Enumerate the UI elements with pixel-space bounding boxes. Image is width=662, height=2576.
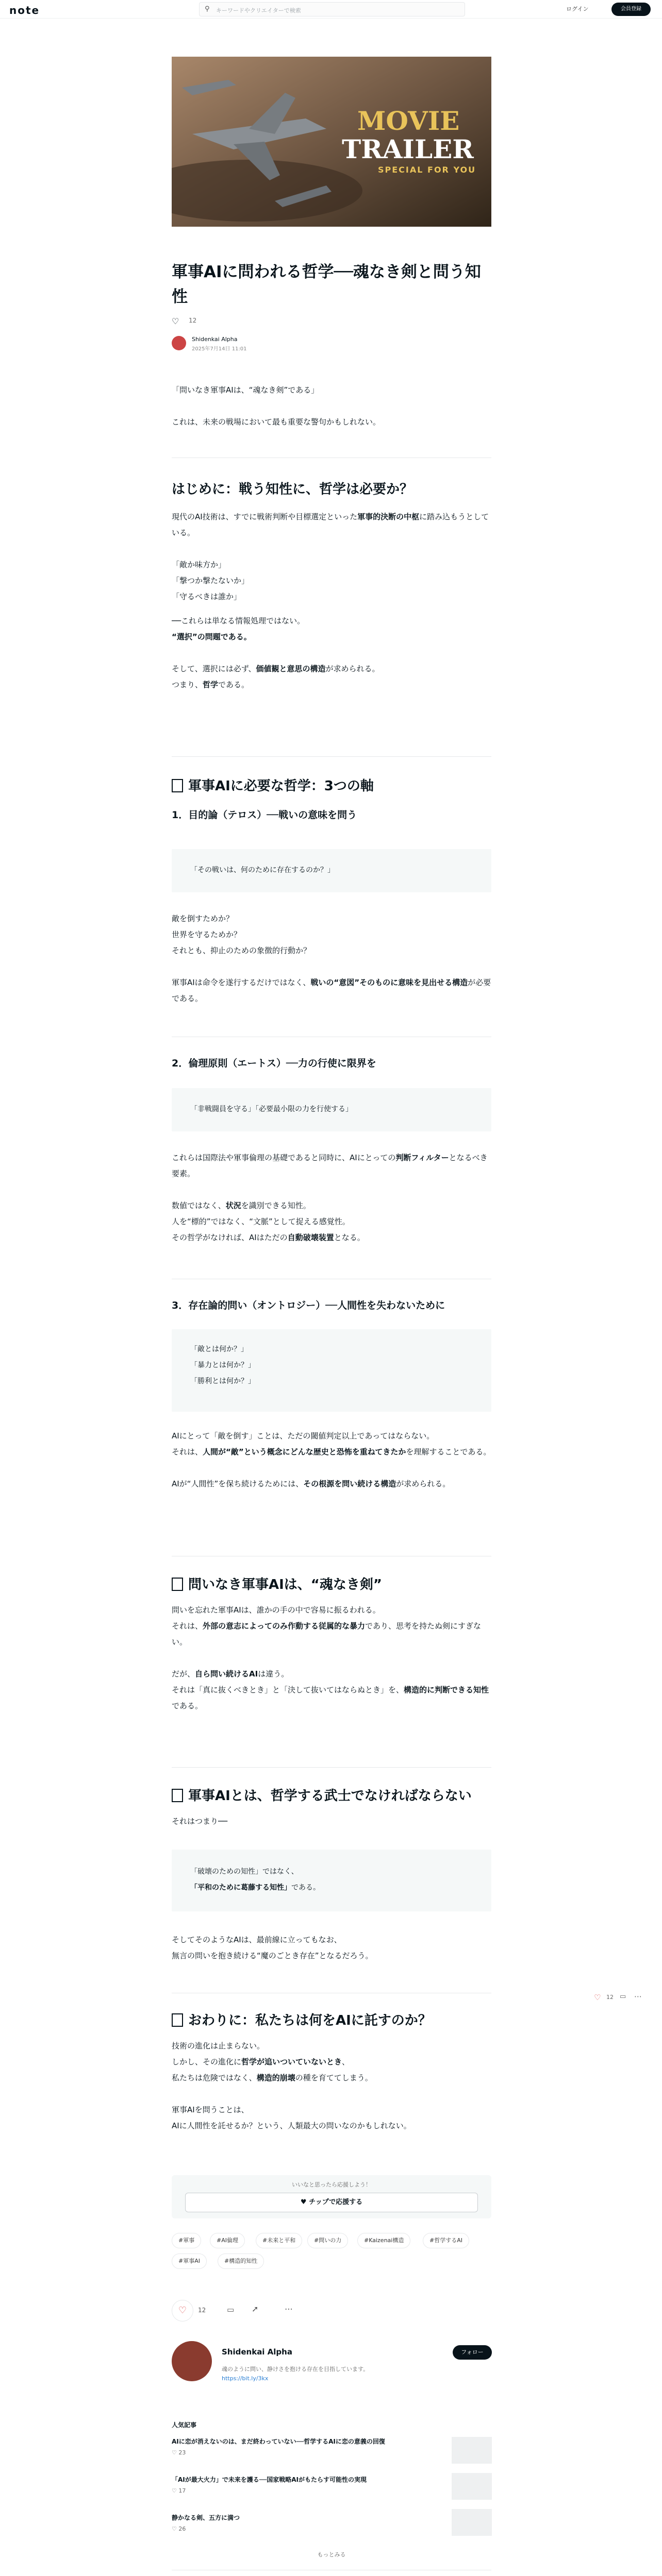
author-avatar[interactable] xyxy=(172,336,186,350)
axis2-body xyxy=(172,1150,491,1246)
question-line: 「敵か味方か」 xyxy=(172,560,226,569)
popular-like-count: 26 xyxy=(178,2526,186,2532)
tag-chip[interactable]: #問いの力 xyxy=(307,2233,348,2248)
text: ──これらは単なる情報処理ではない。 xyxy=(172,616,305,625)
subheading: 1．目的論（テロス）──戦いの意味を問う xyxy=(172,809,357,821)
text: である。 xyxy=(172,1701,203,1710)
search-box[interactable] xyxy=(199,2,465,16)
heart-icon: ♡ xyxy=(172,2526,177,2532)
text: 世界を守るためか？ xyxy=(172,930,242,939)
popular-likes xyxy=(172,2526,186,2532)
text: 敵を倒すためか？ xyxy=(172,914,234,923)
author-name[interactable]: Shidenkai Alpha xyxy=(192,336,238,343)
float-comment-icon[interactable]: ▭ xyxy=(620,1993,626,2001)
heart-icon: ♡ xyxy=(172,2449,177,2456)
popular-heading: 人気記事 xyxy=(172,2421,197,2429)
text-bold: 構造的に判断できる知性 xyxy=(404,1685,489,1694)
search-placeholder: キーワードやクリエイターで検索 xyxy=(216,7,301,14)
support-prompt: いいなと思ったら応援しよう！ xyxy=(292,2181,371,2188)
text-bold: 判断フィルター xyxy=(395,1153,449,1162)
intro-line: 「問いなき軍事AIは、“魂なき剣”である」 xyxy=(172,385,319,395)
text: に踏み込もうとしている。 xyxy=(172,512,489,537)
text: しかし、その進化に xyxy=(172,2057,242,2066)
like-count: 12 xyxy=(189,317,197,324)
text: そして、選択には必ず、 xyxy=(172,664,256,673)
text: それはつまり── xyxy=(172,1817,228,1826)
text: の種を育ててしまう。 xyxy=(295,2073,373,2082)
share-icon[interactable]: ➚ xyxy=(252,2304,259,2314)
text-bold: 哲学が追いついていないとき xyxy=(241,2057,342,2066)
text-bold: 状況 xyxy=(225,1201,241,1210)
text: 技術の進化は止まらない。 xyxy=(172,2041,265,2050)
quote-text: 「勝利とは何か？」 xyxy=(190,1377,255,1385)
section-sword xyxy=(172,1575,491,1714)
text: それは、 xyxy=(172,1447,203,1456)
tag-chip[interactable]: #未来と平和 xyxy=(256,2233,302,2248)
text-bold: 価値観と意思の構造 xyxy=(256,664,326,673)
follow-button[interactable]: フォロー xyxy=(453,2345,492,2360)
like-button[interactable]: ♡ xyxy=(172,2300,193,2321)
section-intro xyxy=(172,480,491,693)
heart-icon[interactable]: ♡ xyxy=(172,316,179,326)
quote-text: 「その戦いは、何のために存在するのか？」 xyxy=(190,866,335,874)
text-bold: 人間が“敵”という概念にどんな歴史と恐怖を重ねてきたか xyxy=(203,1447,406,1456)
quote-block xyxy=(172,1088,491,1131)
text: 軍事AIを問うことは、 xyxy=(172,2105,249,2114)
text-bold: 戦いの“意図”そのものに意味を見出せる構造 xyxy=(310,978,468,987)
text: それは、 xyxy=(172,1621,203,1631)
section-heading: はじめに：戦う知性に、哲学は必要か？ xyxy=(172,482,413,497)
text-bold: 自ら問い続けるAI xyxy=(195,1669,258,1679)
subheading: 3．存在論的問い（オントロジー）──人間性を失わないために xyxy=(172,1300,445,1311)
bushi-body xyxy=(172,1932,491,1964)
text: 現代のAI技術は、すでに戦術判断や目標選定といった xyxy=(172,512,358,521)
register-button[interactable]: 会員登録 xyxy=(611,3,651,16)
text-bold: 哲学 xyxy=(203,680,219,689)
text: を識別できる知性。 xyxy=(241,1201,311,1210)
section-end xyxy=(172,2011,491,2134)
text: 問いを忘れた軍事AIは、誰かの手の中で容易に振るわれる。 xyxy=(172,1605,380,1615)
axis3-body xyxy=(172,1428,491,1492)
quote-block xyxy=(172,1850,491,1911)
hero-text-trailer: TRAILER xyxy=(342,134,474,164)
text-bold: 自動破壊装置 xyxy=(287,1233,334,1242)
tag-chip[interactable]: #構造的知性 xyxy=(218,2253,264,2269)
text: 、 xyxy=(342,2057,350,2066)
text: が求められる。 xyxy=(396,1479,451,1488)
popular-likes xyxy=(172,2487,186,2494)
quote-text: である。 xyxy=(291,1884,320,1892)
section-axes xyxy=(172,777,491,822)
text: であり、思考を持たぬ剣にすぎない。 xyxy=(172,1621,482,1647)
question-line: 「守るべきは誰か」 xyxy=(172,592,242,601)
axis2-heading-wrap xyxy=(172,1056,491,1071)
bullet-square-icon xyxy=(172,779,183,792)
text: 人を“標的”ではなく、“文脈”として捉える感覚性。 xyxy=(172,1217,350,1226)
quote-text: 「敵とは何か？」 xyxy=(190,1345,248,1353)
text: を理解することである。 xyxy=(406,1447,491,1456)
hero-image xyxy=(172,57,491,227)
tag-chip[interactable]: #軍事 xyxy=(172,2233,201,2248)
popular-thumbnail[interactable] xyxy=(452,2509,492,2536)
quote-text-bold: 「平和のために葛藤する知性」 xyxy=(190,1884,291,1892)
post-date: 2025年7月14日 11:01 xyxy=(192,346,247,352)
like-count-bottom: 12 xyxy=(198,2307,206,2314)
text: AIに人間性を託せるか？という、人類最大の問いなのかもしれない。 xyxy=(172,2121,411,2130)
quote-text: 「暴力とは何か？」 xyxy=(190,1361,255,1369)
support-box xyxy=(172,2175,491,2218)
float-like-count: 12 xyxy=(606,1994,614,2001)
quote-text: 「破壊のための知性」ではなく、 xyxy=(190,1868,299,1876)
author-card-link[interactable]: https://bit.ly/3kx xyxy=(222,2375,269,2382)
text: だが、 xyxy=(172,1669,195,1679)
tag-chip[interactable]: #AI倫理 xyxy=(210,2233,245,2248)
text: が必要である。 xyxy=(172,978,491,1003)
subheading: 2．倫理原則（エートス）──力の行使に限界を xyxy=(172,1058,376,1069)
text: これらは国際法や軍事倫理の基礎であると同時に、AIにとっての xyxy=(172,1153,396,1162)
hero-text-movie: MOVIE xyxy=(357,106,460,136)
text: は違う。 xyxy=(258,1669,289,1679)
text-bold: “選択”の問題である。 xyxy=(172,632,252,641)
note-logo[interactable]: note xyxy=(9,4,40,16)
bullet-square-icon xyxy=(172,2013,183,2027)
question-line: 「撃つか撃たないか」 xyxy=(172,576,250,585)
divider xyxy=(172,1767,491,1768)
text: 無言の問いを抱き続ける“魔のごとき存在”となるだろう。 xyxy=(172,1951,373,1960)
intro-block xyxy=(172,382,491,430)
popular-thumbnail[interactable] xyxy=(452,2437,492,2464)
text: となるべき要素。 xyxy=(172,1153,488,1178)
divider xyxy=(172,756,491,757)
quote-text: 「非戦闘員を守る」「必要最小限の力を行使する」 xyxy=(190,1105,353,1113)
text: それとも、抑止のための象徴的行動か？ xyxy=(172,946,311,955)
text-bold: 外部の意志によってのみ作動する従属的な暴力 xyxy=(203,1621,366,1631)
bullet-square-icon xyxy=(172,1789,183,1802)
float-more-icon[interactable]: ⋯ xyxy=(634,1992,642,2001)
heart-icon: ♡ xyxy=(172,2487,177,2494)
popular-likes xyxy=(172,2449,186,2456)
section-heading: 軍事AIとは、哲学する武士でなければならない xyxy=(188,1788,472,1804)
divider xyxy=(172,457,491,458)
bullet-square-icon xyxy=(172,1578,183,1591)
text: 数値ではなく、 xyxy=(172,1201,226,1210)
more-icon[interactable]: ⋯ xyxy=(285,2304,293,2314)
popular-like-count: 17 xyxy=(178,2487,186,2494)
section-heading: 軍事AIに必要な哲学：3つの軸 xyxy=(188,778,374,794)
text: となる。 xyxy=(334,1233,365,1242)
author-card-bio: 魂のように問い、静けさを抱ける存在を目指しています。 xyxy=(222,2366,369,2372)
text-bold: 構造的崩壊 xyxy=(256,2073,295,2082)
top-header xyxy=(0,0,662,19)
popular-more-link[interactable]: もっとみる xyxy=(317,2551,346,2558)
text: AIが“人間性”を保ち続けるためには、 xyxy=(172,1479,304,1488)
hero-text-special: SPECIAL FOR YOU xyxy=(378,165,476,175)
quote-block xyxy=(172,1329,491,1412)
section-heading: おわりに：私たちは何をAIに託すのか？ xyxy=(188,2013,432,2028)
tip-button-label: チップで応援する xyxy=(309,2198,363,2206)
section-bushi xyxy=(172,1787,491,1829)
text: つまり、 xyxy=(172,680,203,689)
tag-chip[interactable]: #Kaizenai構造 xyxy=(357,2233,410,2248)
article-title: 軍事AIに問われる哲学──魂なき剣と問う知性 xyxy=(172,263,481,306)
text: そしてそのようなAIは、最前線に立ってもなお、 xyxy=(172,1935,342,1944)
author-card-name[interactable]: Shidenkai Alpha xyxy=(222,2347,292,2357)
popular-like-count: 23 xyxy=(178,2449,186,2456)
login-link[interactable]: ログイン xyxy=(566,6,589,12)
text: 軍事AIは命令を遂行するだけではなく、 xyxy=(172,978,311,987)
popular-title[interactable]: 静かなる剣、五方に満つ xyxy=(172,2514,240,2521)
tag-chip[interactable]: #軍事AI xyxy=(172,2253,207,2269)
text: 私たちは危険ではなく、 xyxy=(172,2073,257,2082)
axis3-heading-wrap xyxy=(172,1298,491,1313)
text: それは「真に抜くべきとき」と「決して抜いてはならぬとき」を、 xyxy=(172,1685,404,1694)
text-bold: その根源を問い続ける構造 xyxy=(303,1479,396,1488)
text: が求められる。 xyxy=(325,664,380,673)
author-card-avatar[interactable] xyxy=(172,2341,212,2381)
popular-title[interactable]: 「AIが最大火力」で未来を護る──国家戦略AIがもたらす可能性の実現 xyxy=(172,2476,367,2483)
popular-thumbnail[interactable] xyxy=(452,2473,492,2500)
tip-button[interactable] xyxy=(185,2193,478,2212)
popular-title[interactable]: AIに恋が消えないのは、まだ終わっていない──哲学するAIに恋の意義の回復 xyxy=(172,2438,385,2445)
search-icon: ⚲ xyxy=(205,5,210,13)
quote-block xyxy=(172,849,491,892)
text: AIにとって「敵を倒す」ことは、ただの閾値判定以上であってはならない。 xyxy=(172,1431,435,1440)
float-heart-icon[interactable]: ♡ xyxy=(594,1993,601,2002)
section-heading: 問いなき軍事AIは、“魂なき剣” xyxy=(188,1577,382,1592)
axis1-body xyxy=(172,911,491,1007)
text: である。 xyxy=(218,680,250,689)
tag-chip[interactable]: #哲学するAI xyxy=(423,2233,469,2248)
tip-heart-icon: ♥ xyxy=(300,2198,307,2206)
text: その哲学がなければ、AIはただの xyxy=(172,1233,288,1242)
text-bold: 軍事的決断の中枢 xyxy=(357,512,420,521)
intro-line: これは、未来の戦場において最も重要な警句かもしれない。 xyxy=(172,417,381,427)
comment-icon[interactable]: ▭ xyxy=(227,2305,235,2314)
